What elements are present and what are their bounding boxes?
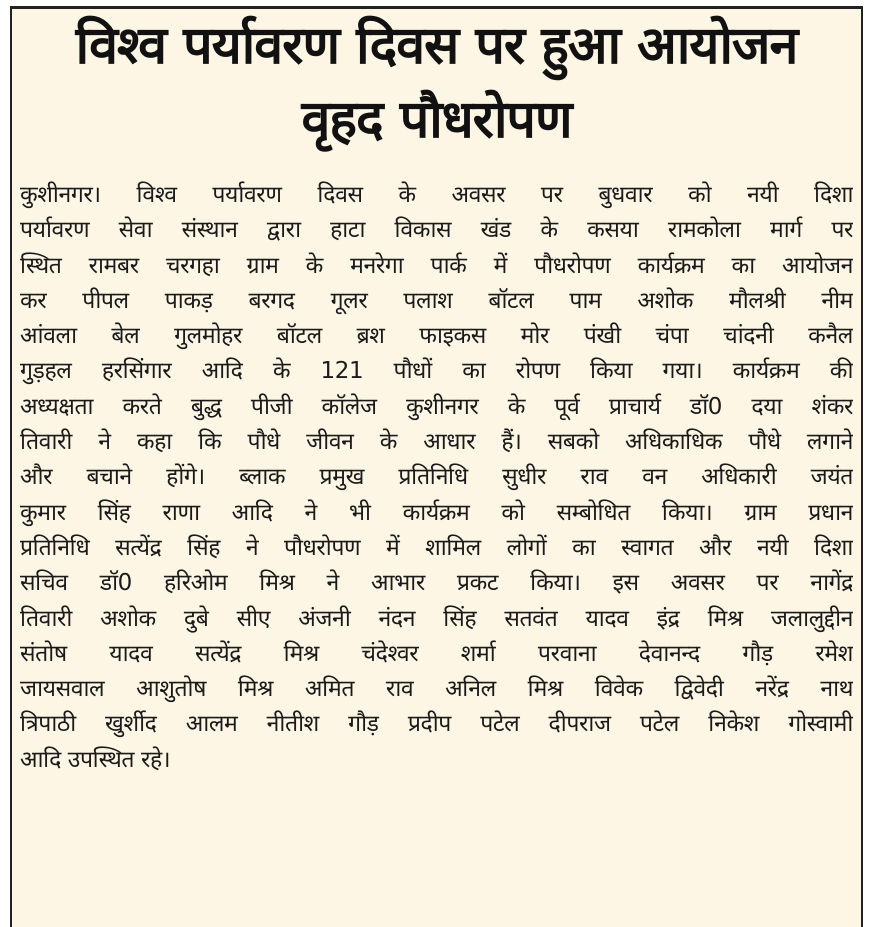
article-line: और बचाने होंगे। ब्लाक प्रमुख प्रतिनिधि सुधीर राव वन अधिकारी जयंत — [20, 464, 853, 491]
article-line: आदि उपस्थित रहे। — [20, 746, 171, 773]
article-line: अध्यक्षता करते बुद्ध पीजी कॉलेज कुशीनगर के पूर्व प्राचार्य डॉ0 दया शंकर — [20, 393, 853, 420]
article-line: त्रिपाठी खुर्शीद आलम नीतीश गौड़ प्रदीप पटेल दीपराज पटेल निकेश गोस्वामी — [20, 711, 853, 738]
article-line: प्रतिनिधि सत्येंद्र सिंह ने पौधरोपण में शामिल लोगों का स्वागत और नयी दिशा — [20, 534, 853, 561]
article-line: कुमार सिंह राणा आदि ने भी कार्यक्रम को सम्बोधित किया। ग्राम प्रधान — [20, 499, 853, 526]
headline-line-2: वृहद पौधरोपण — [301, 90, 572, 150]
article-body — [20, 178, 853, 778]
article-line: कुशीनगर। विश्व पर्यावरण दिवस के अवसर पर बुधवार को नयी दिशा — [20, 182, 853, 208]
article-line: तिवारी ने कहा कि पौधे जीवन के आधार हैं। सबको अधिकाधिक पौधे लगाने — [20, 429, 853, 456]
newspaper-clipping — [10, 6, 863, 927]
top-rule — [12, 6, 861, 9]
article-line: स्थित रामबर चरगहा ग्राम के मनरेगा पार्क में पौधरोपण कार्यक्रम का आयोजन — [20, 252, 853, 279]
article-line: आंवला बेल गुलमोहर बॉटल ब्रश फाइकस मोर पंखी चंपा चांदनी कनैल — [20, 323, 853, 350]
article-line: संतोष यादव सत्येंद्र मिश्र चंदेश्वर शर्मा परवाना देवानन्द गौड़ रमेश — [20, 640, 853, 667]
article-line: सचिव डॉ0 हरिओम मिश्र ने आभार प्रकट किया। इस अवसर पर नागेंद्र — [20, 570, 853, 597]
article-line: जायसवाल आशुतोष मिश्र अमित राव अनिल मिश्र विवेक द्विवेदी नरेंद्र नाथ — [20, 676, 853, 703]
article-line: पर्यावरण सेवा संस्थान द्वारा हाटा विकास खंड के कसया रामकोला मार्ग पर — [20, 217, 853, 244]
article-line: कर पीपल पाकड़ बरगद गूलर पलाश बॉटल पाम अशोक मौलश्री नीम — [20, 287, 853, 314]
article-line: तिवारी अशोक दुबे सीए अंजनी नंदन सिंह सतवंत यादव इंद्र मिश्र जलालुद्दीन — [20, 605, 853, 632]
article-line: गुड़हल हरसिंगार आदि के 121 पौधों का रोपण किया गया। कार्यक्रम की — [20, 358, 853, 385]
headline-line-1: विश्व पर्यावरण दिवस पर हुआ आयोजन — [75, 16, 798, 76]
